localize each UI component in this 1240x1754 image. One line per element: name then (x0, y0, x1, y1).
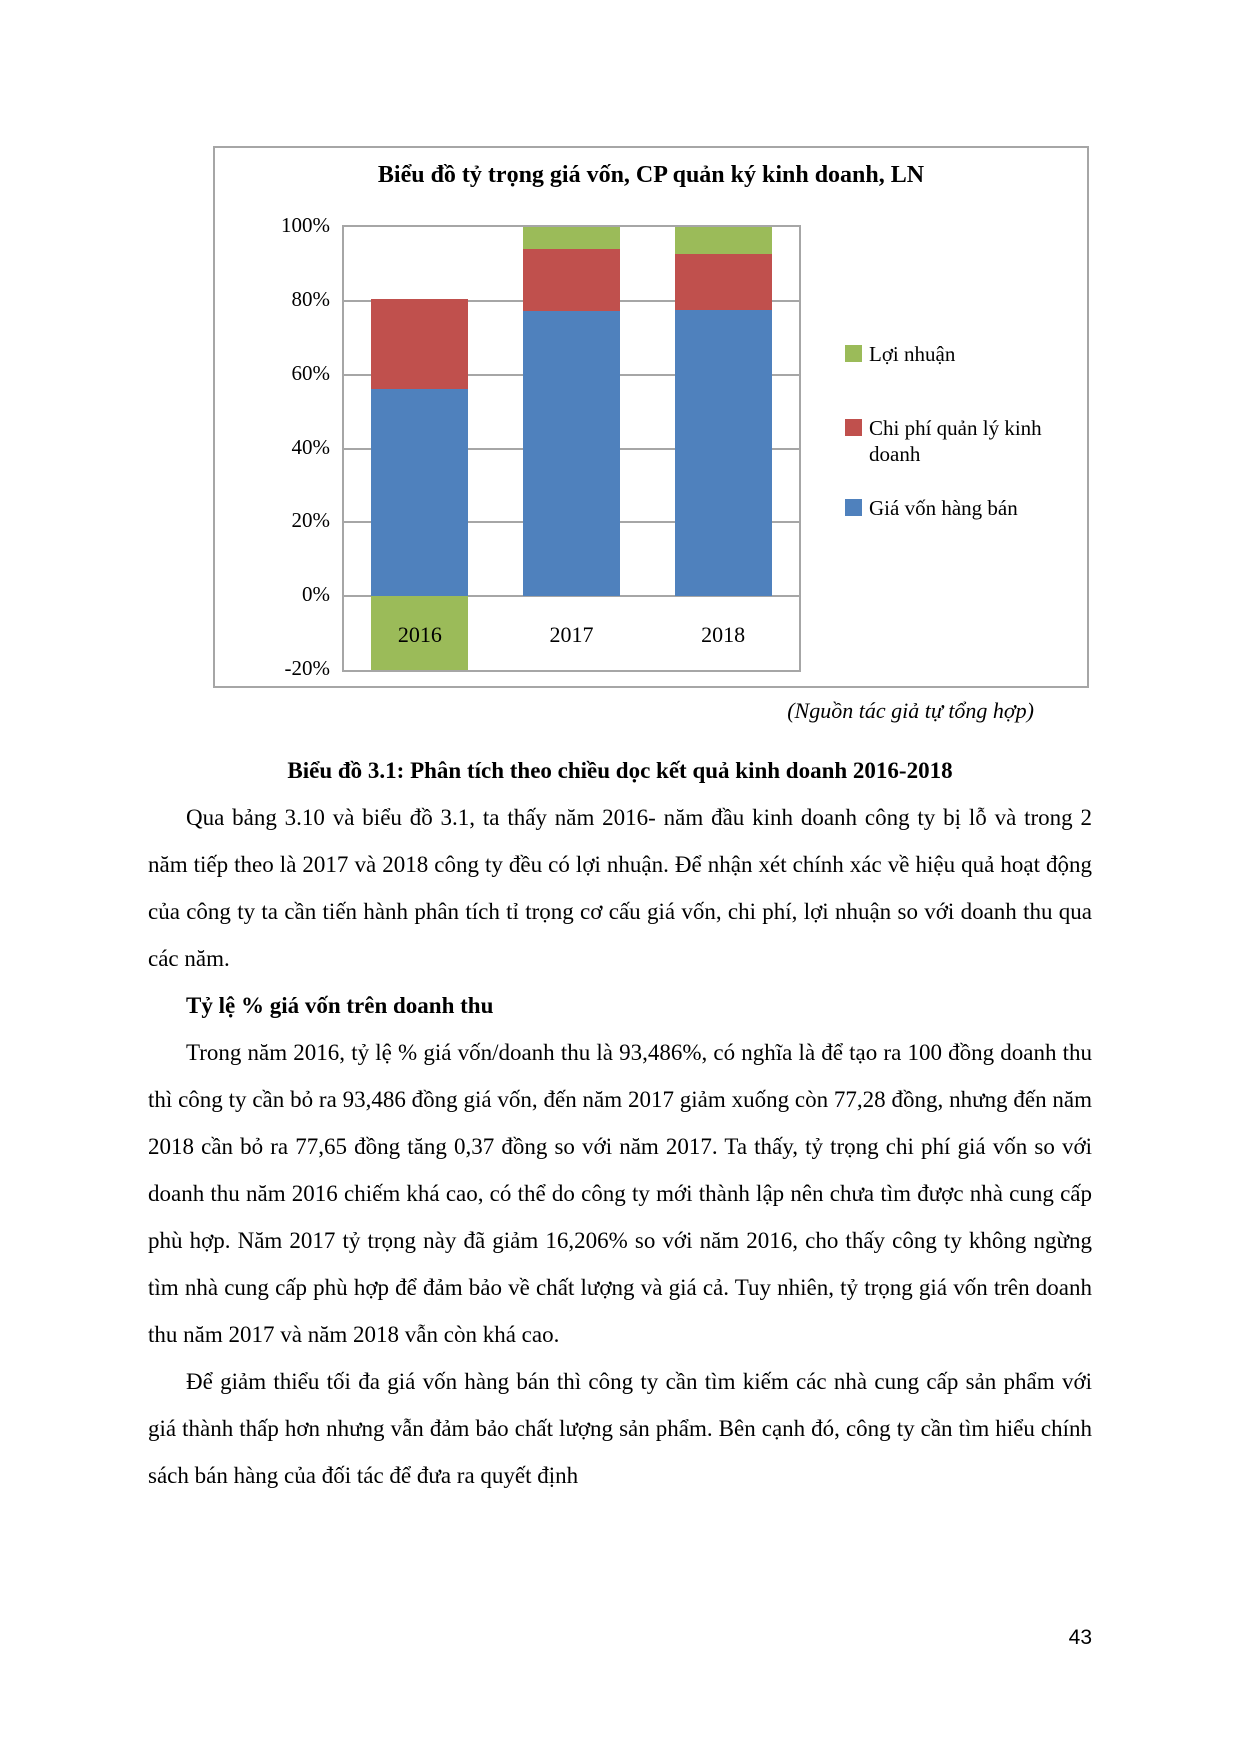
source-note: (Nguồn tác giả tự tổng hợp) (787, 698, 1034, 723)
legend-label: Giá vốn hàng bán (869, 496, 1018, 520)
bar-segment-2018 (675, 310, 772, 597)
legend-item (845, 341, 955, 367)
y-axis-tick-label: 60% (291, 360, 330, 385)
chart-title: Biểu đồ tỷ trọng giá vốn, CP quản ký kinh doanh, LN (377, 162, 925, 188)
bar-segment-2017 (523, 227, 620, 249)
body-paragraph-2: Trong năm 2016, tỷ lệ % giá vốn/doanh thu là 93,486%, có nghĩa là để tạo ra 100 đồng doanh thu thì công ty cần bỏ ra 93,486 đồng giá vốn, đến năm 2017 giảm xuống còn 77,28 đồng, nhưng đến năm 2018 cần bỏ ra 77,65 đồng tăng 0,37 đồng so với năm 2017. Ta thấy, tỷ trọng chi phí giá vốn so với doanh thu năm 2016 chiếm khá cao, có thể do công ty mới thành lập nên chưa tìm được nhà cung cấp phù hợp. Năm 2017 tỷ trọng này đã giảm 16,206% so với năm 2016, cho thấy công ty không ngừng tìm nhà cung cấp phù hợp để đảm bảo về chất lượng và giá cả. Tuy nhiên, tỷ trọng giá vốn trên doanh thu năm 2017 và năm 2018 vẫn còn khá cao. (148, 1040, 1092, 1347)
text-column (148, 747, 1092, 1499)
bar-segment-2018 (675, 254, 772, 309)
x-axis-category-label: 2018 (701, 622, 746, 648)
section-heading: Tỷ lệ % giá vốn trên doanh thu (186, 993, 494, 1018)
legend-swatch-icon (845, 345, 862, 362)
chart-frame (213, 146, 1089, 688)
legend-swatch-icon (845, 499, 862, 516)
body-paragraph-1: Qua bảng 3.10 và biểu đồ 3.1, ta thấy năm 2016- năm đầu kinh doanh công ty bị lỗ và trong 2 năm tiếp theo là 2017 và 2018 công ty đều có lợi nhuận. Để nhận xét chính xác về hiệu quả hoạt động của công ty ta cần tiến hành phân tích tỉ trọng cơ cấu giá vốn, chi phí, lợi nhuận so với doanh thu qua các năm. (148, 805, 1092, 971)
bar-segment-2016 (371, 299, 468, 389)
legend-item (845, 495, 1018, 521)
x-axis-category-label: 2016 (397, 622, 442, 648)
x-axis-category-label: 2017 (549, 622, 594, 648)
legend-label: Lợi nhuận (869, 342, 956, 366)
bar-segment-2018 (675, 227, 772, 254)
bar-segment-2017 (523, 311, 620, 596)
y-axis-tick-label: 20% (291, 508, 330, 533)
y-axis-tick-label: 0% (302, 582, 330, 607)
bar-segment-2016 (371, 389, 468, 596)
page-number: 43 (1068, 1626, 1092, 1649)
legend-swatch-icon (845, 419, 862, 436)
y-axis-tick-label: 80% (291, 286, 330, 311)
y-axis-tick-label: 40% (291, 434, 330, 459)
chart-caption: Biểu đồ 3.1: Phân tích theo chiều dọc kết quả kinh doanh 2016-2018 (287, 758, 953, 783)
y-axis-tick-label: 100% (281, 213, 330, 237)
legend-label: Chi phí quản lý kinh doanh (869, 416, 1042, 466)
bar-segment-2017 (523, 249, 620, 311)
y-axis-tick-label: -20% (284, 656, 330, 680)
body-paragraph-3: Để giảm thiểu tối đa giá vốn hàng bán thì công ty cần tìm kiếm các nhà cung cấp sản phẩm với giá thành thấp hơn nhưng vẫn đảm bảo chất lượng sản phẩm. Bên cạnh đó, công ty cần tìm hiểu chính sách bán hàng của đối tác để đưa ra quyết định (148, 1369, 1092, 1488)
plot-area (342, 225, 801, 672)
legend-item (845, 415, 1074, 467)
